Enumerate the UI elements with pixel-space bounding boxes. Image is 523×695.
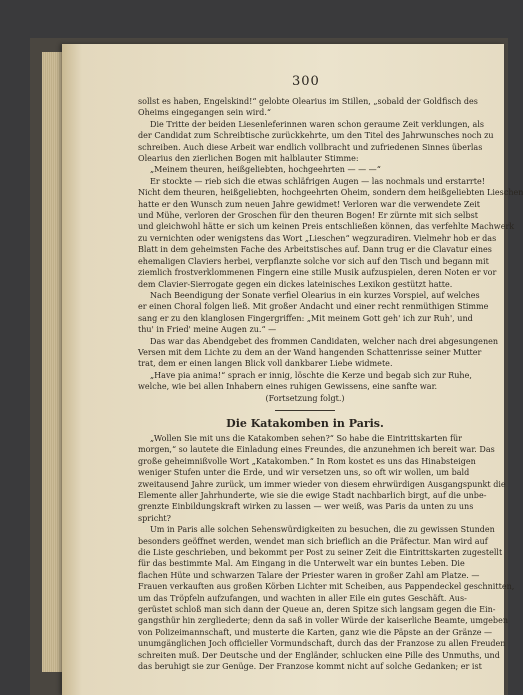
text-line: Versen mit dem Lichte zu dem an der Wand hangenden Schattenrisse seiner Mutter <box>138 347 482 357</box>
text-line: schreiben. Auch diese Arbeit war endlich vollbracht und zufriedenen Sinnes überlas <box>138 142 483 152</box>
text-line: Nicht dem theuren, heißgeliebten, hochgeehrten Oheim, sondern dem heißgeliebten Lieschen <box>138 188 523 198</box>
text-line: große geheimnißvolle Wort „Katakomben.“ In Rom kostet es uns das Hinabsteigen <box>138 456 476 466</box>
page-body <box>138 96 523 673</box>
text-line: Oheims eingegangen sein wird.“ <box>138 108 271 118</box>
article-title: Die Katakomben in Paris. <box>226 416 384 430</box>
text-line: Blatt in dem geheimsten Fache des Arbeitstisches auf. Dann trug er die Clavatur eines <box>138 245 492 255</box>
text-line: Frauen verkauften aus großen Körben Lichter mit Scheiben, aus Pappendeckel geschnitten, <box>138 582 515 592</box>
text-line: er einen Choral folgen ließ. Mit großer Andacht und einer recht renmüthigen Stimme <box>138 302 489 312</box>
text-line: schreiten muß. Der Deutsche und der Engländer, schlucken eine Pille des Unmuths, und <box>138 650 500 660</box>
text-line: trat, dem er einen langen Blick voll dankbarer Liebe widmete. <box>138 359 393 369</box>
text-line: welche, wie bei allen Inhabern eines ruhigen Gewissens, eine sanfte war. <box>138 382 438 392</box>
section-divider <box>275 410 335 411</box>
text-line: flachen Hüte und schwarzen Talare der Priester waren in großer Zahl am Platze. — <box>138 570 480 580</box>
text-line: und Mühe, verloren der Groschen für den theuren Bogen! Er zürnte mit sich selbst <box>138 211 479 221</box>
text-line: ehemaligen Claviers herbei, verpflanzte solche vor sich auf den Tisch und begann mit <box>138 256 489 266</box>
text-line: weniger Stufen unter die Erde, und wir versetzen uns, so oft wir wollen, um bald <box>138 468 470 478</box>
text-line: „Meinem theuren, heißgeliebten, hochgeehrten — — —“ <box>150 165 381 175</box>
text-line: Um in Paris alle solchen Sehenswürdigkeiten zu besuchen, die zu gewissen Stunden <box>150 525 495 535</box>
text-line: die Liste geschrieben, und bekommt per Post zu seiner Zeit die Eintrittskarten zugestellt <box>138 548 503 558</box>
text-line: sollst es haben, Engelskind!“ gelobte Olearius im Stillen, „sobald der Goldfisch des <box>138 97 478 106</box>
text-line: zweitausend Jahre zurück, um immer wieder von diesem ehrwürdigen Ausgangspunkt die <box>138 479 506 489</box>
text-line: von Polizeimannschaft, und musterte die Karten, ganz wie die Päpste an der Gränze — <box>138 627 493 637</box>
text-line: Nach Beendigung der Sonate verfiel Olearius in ein kurzes Vorspiel, auf welches <box>150 290 480 300</box>
text-line: sang er zu den klanglosen Fingergriffen: „Mit meinem Gott geh' ich zur Ruh', und <box>138 313 473 323</box>
text-line: zu vernichten oder wenigstens das Wort „Lieschen“ wegzuradiren. Vielmehr hob er das <box>138 233 497 243</box>
text-line: morgen,“ so lautete die Einladung eines Freundes, die anzunehmen ich bereit war. Das <box>138 445 495 455</box>
text-line: und gleichwohl hätte er sich um keinen Preis entschließen können, das verfehlte Machwerk <box>138 222 515 232</box>
text-line: spricht? <box>138 513 171 523</box>
text-line: Die Tritte der beiden Liesenleferinnen waren schon geraume Zeit verklungen, als <box>150 119 485 129</box>
continuation-note: (Fortsetzung folgt.) <box>265 393 345 403</box>
text-line: grenzte Einbildungskraft wirken zu lassen — wer weiß, was Paris da unten zu uns <box>138 502 474 512</box>
text-line: unumgänglichen Joch officieller Vormundschaft, durch das der Franzose zu allen Freuden <box>138 639 506 649</box>
text-line: für das bestimmte Mal. Am Eingang in die Unterwelt war ein buntes Leben. Die <box>138 559 465 569</box>
text-line: Olearius den zierlichen Bogen mit halblauter Stimme: <box>138 154 359 164</box>
text-line: ziemlich frostverklommenen Fingern eine stille Musik aufzuspielen, deren Noten er vor <box>138 268 497 278</box>
text-line: gangsthür hin zergliederte; denn da saß in voller Würde der kaiserliche Beamte, umgeben <box>138 616 509 626</box>
text-line: um das Tröpfeln aufzufangen, und wachten in aller Eile ein gutes Geschäft. Aus- <box>138 593 467 603</box>
text-line: „Have pia anima!“ sprach er innig, löschte die Kerze und begab sich zur Ruhe, <box>150 370 472 380</box>
text-line: thu' in Fried' meine Augen zu.“ — <box>138 325 277 335</box>
text-line: das beruhigt sie zur Genüge. Der Franzose kommt nicht auf solche Gedanken; er ist <box>138 662 482 672</box>
text-line: gerüstet schloß man sich dann der Queue an, deren Spitze sich langsam gegen die Ein- <box>138 605 496 615</box>
text-line: hatte er den Wunsch zum neuen Jahre gewidmet! Verloren war die verwendete Zeit <box>138 199 481 209</box>
text-line: besonders geöffnet werden, wendet man sich brieflich an die Präfectur. Man wird auf <box>138 536 488 546</box>
book-page <box>62 44 523 695</box>
page-number: 300 <box>292 74 320 89</box>
text-line: Elemente aller Jahrhunderte, wie sie die ewige Stadt nachbarlich birgt, auf die unbe- <box>138 491 487 500</box>
text-line: „Wollen Sie mit uns die Katakomben sehen?“ So habe die Eintrittskarten für <box>150 433 463 443</box>
text-line: dem Clavier-Sierrogate gegen ein dickes lateinisches Lexikon gestützt hatte. <box>138 279 453 289</box>
text-line: Das war das Abendgebet des frommen Candidaten, welcher nach drei abgesungenen <box>150 336 499 346</box>
text-line: Er stockte — rieb sich die etwas schläfrigen Augen — las nochmals und erstarrte! <box>150 176 486 186</box>
text-line: der Candidat zum Schreibtische zurückkehrte, um den Titel des Jahrwunsches noch zu <box>138 131 494 141</box>
